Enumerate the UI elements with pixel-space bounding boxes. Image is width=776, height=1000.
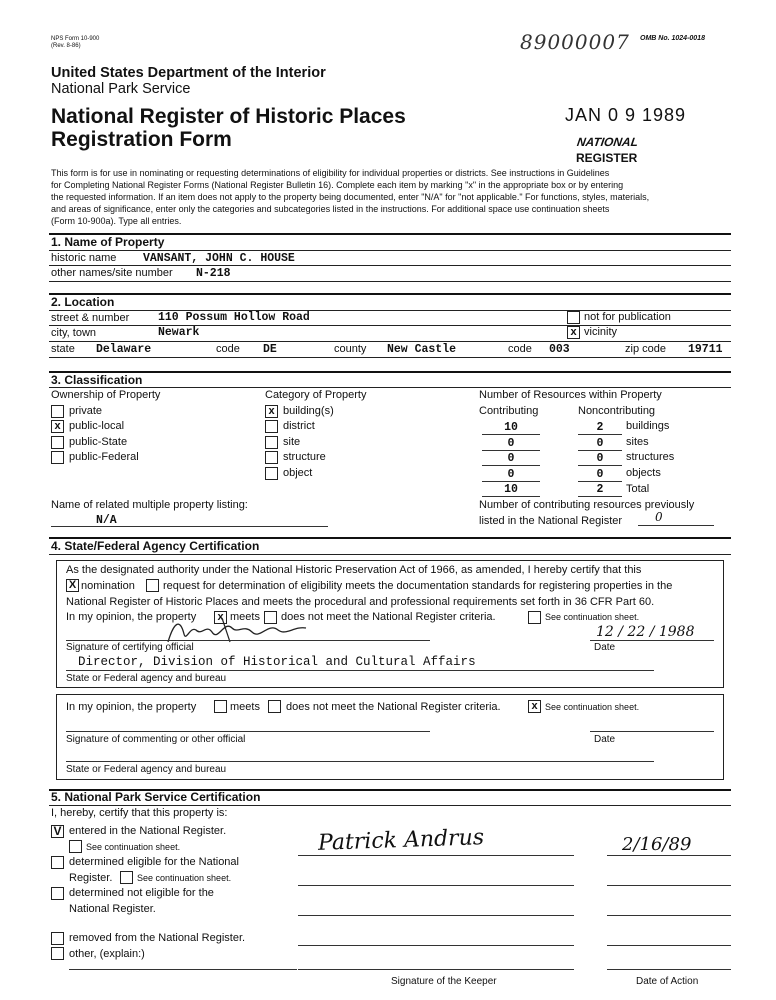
section-2-heading: 2. Location bbox=[51, 295, 115, 309]
signature-label: Signature of certifying official bbox=[66, 642, 194, 653]
request-text: request for determination of eligibility meets the documentation standards for registering properties in the bbox=[163, 580, 673, 592]
noncontributing-sites[interactable]: 0 bbox=[596, 437, 604, 450]
section-divider bbox=[49, 293, 731, 295]
page-title: National Register of Historic Places bbox=[51, 105, 406, 128]
zip-label: zip code bbox=[625, 343, 666, 355]
opinion2-text: In my opinion, the property bbox=[66, 701, 197, 713]
contributing-label: Contributing bbox=[479, 405, 539, 417]
section-4-heading: 4. State/Federal Agency Certification bbox=[51, 539, 260, 553]
contributing-structures[interactable]: 0 bbox=[507, 452, 515, 465]
divider bbox=[49, 325, 731, 326]
date-of-action-label: Date of Action bbox=[636, 976, 699, 987]
meets-label: meets bbox=[230, 611, 260, 623]
section-1-heading: 1. Name of Property bbox=[51, 235, 165, 249]
continuation-sheet-label: See continuation sheet. bbox=[545, 612, 640, 622]
underline bbox=[482, 450, 540, 451]
other-names-value[interactable]: N-218 bbox=[196, 267, 231, 280]
instructions-line-2: for Completing National Register Forms (National Register Bulletin 16). Complete each item by marking "x" in the appropriate box or by entering bbox=[51, 180, 624, 190]
certification-date-value[interactable]: 12 / 22 / 1988 bbox=[596, 624, 695, 640]
multiple-listing-value[interactable]: N/A bbox=[96, 514, 117, 527]
category-heading: Category of Property bbox=[265, 389, 367, 401]
underline bbox=[578, 465, 622, 466]
continuation-sheet2-label: See continuation sheet. bbox=[545, 702, 640, 712]
vicinity-label: vicinity bbox=[584, 326, 618, 338]
underline bbox=[66, 731, 430, 732]
page-subtitle: Registration Form bbox=[51, 128, 232, 151]
received-stamp-line1: NATIONAL bbox=[576, 135, 640, 149]
previously-listed-value[interactable]: 0 bbox=[655, 510, 663, 524]
previously-listed-label-1: Number of contributing resources previously bbox=[479, 499, 695, 511]
removed-label: removed from the National Register. bbox=[69, 932, 246, 944]
date2-label: Date bbox=[594, 734, 616, 745]
category-district-checkbox[interactable] bbox=[265, 420, 278, 433]
date-label: Date bbox=[594, 642, 616, 653]
continuation-sheet-checkbox[interactable] bbox=[528, 611, 541, 624]
noncontributing-structures[interactable]: 0 bbox=[596, 452, 604, 465]
section-divider bbox=[49, 371, 731, 373]
agency-label: State or Federal agency and bureau bbox=[66, 673, 227, 684]
underline bbox=[66, 670, 654, 671]
not-for-publication-checkbox[interactable] bbox=[567, 311, 580, 324]
resources-heading: Number of Resources within Property bbox=[479, 389, 662, 401]
entered-continuation-checkbox[interactable] bbox=[69, 840, 82, 853]
city-label: city, town bbox=[51, 327, 97, 339]
received-stamp-date: JAN 0 9 1989 bbox=[565, 105, 687, 125]
ownership-public-federal-label: public-Federal bbox=[69, 451, 139, 463]
not-eligible-checkbox[interactable] bbox=[51, 887, 64, 900]
other-checkbox[interactable] bbox=[51, 947, 64, 960]
divider bbox=[49, 357, 731, 358]
underline bbox=[607, 915, 731, 916]
underline bbox=[578, 481, 622, 482]
keeper-signature[interactable]: Patrick Andrus bbox=[317, 825, 485, 856]
underline bbox=[298, 969, 574, 970]
noncontributing-total[interactable]: 2 bbox=[596, 483, 604, 496]
divider bbox=[49, 554, 731, 555]
underline bbox=[66, 640, 430, 641]
underline bbox=[51, 526, 328, 527]
resource-label-objects: objects bbox=[626, 467, 661, 479]
zip-value[interactable]: 19711 bbox=[688, 343, 723, 356]
instructions-line-3: the requested information. If an item does not apply to the property being documented, enter "N/A" for "not applicable." For functions, styles, materials, bbox=[51, 192, 650, 202]
noncontributing-buildings[interactable]: 2 bbox=[596, 421, 604, 434]
underline bbox=[482, 481, 540, 482]
underline bbox=[69, 969, 297, 970]
eligible-continuation-label: See continuation sheet. bbox=[137, 873, 232, 883]
street-value[interactable]: 110 Possum Hollow Road bbox=[158, 311, 310, 324]
removed-checkbox[interactable] bbox=[51, 932, 64, 945]
ownership-private-checkbox[interactable] bbox=[51, 405, 64, 418]
previously-listed-label-2: listed in the National Register bbox=[479, 515, 623, 527]
historic-name-label: historic name bbox=[51, 252, 117, 264]
not-eligible-label-1: determined not eligible for the bbox=[69, 887, 214, 899]
determined-eligible-checkbox[interactable] bbox=[51, 856, 64, 869]
underline bbox=[482, 496, 540, 497]
ownership-public-federal-checkbox[interactable] bbox=[51, 451, 64, 464]
entered-checkbox[interactable]: V bbox=[51, 825, 64, 838]
ownership-public-state-checkbox[interactable] bbox=[51, 436, 64, 449]
eligible-continuation-checkbox[interactable] bbox=[120, 871, 133, 884]
certification-text-line-1: As the designated authority under the National Historic Preservation Act of 1966, as amended, I hereby certify that this bbox=[66, 564, 642, 576]
resource-label-structures: structures bbox=[626, 451, 675, 463]
city-value[interactable]: Newark bbox=[158, 326, 200, 339]
underline bbox=[607, 855, 731, 856]
not-eligible-label-2: National Register. bbox=[69, 903, 156, 915]
reference-number: 89000007 bbox=[520, 30, 630, 54]
multiple-listing-label: Name of related multiple property listing: bbox=[51, 499, 248, 511]
category-structure-label: structure bbox=[283, 451, 326, 463]
category-building-label: building(s) bbox=[283, 405, 334, 417]
nomination-label: nomination bbox=[81, 580, 135, 592]
section-3-heading: 3. Classification bbox=[51, 373, 143, 387]
underline bbox=[298, 885, 574, 886]
category-district-label: district bbox=[283, 420, 315, 432]
divider bbox=[49, 805, 731, 806]
instructions-line-1: This form is for use in nominating or requesting determinations of eligibility for individual properties or districts. See instructions in Guidelines bbox=[51, 168, 610, 178]
state-code-value[interactable]: DE bbox=[263, 343, 277, 356]
request-checkbox[interactable] bbox=[146, 579, 159, 592]
noncontributing-objects[interactable]: 0 bbox=[596, 468, 604, 481]
underline bbox=[638, 525, 714, 526]
category-object-checkbox[interactable] bbox=[265, 467, 278, 480]
signature2-label: Signature of commenting or other official bbox=[66, 734, 246, 745]
historic-name-value[interactable]: VANSANT, JOHN C. HOUSE bbox=[143, 252, 295, 265]
state-code-label: code bbox=[216, 343, 240, 355]
underline bbox=[578, 496, 622, 497]
underline bbox=[590, 731, 714, 732]
underline bbox=[298, 855, 574, 856]
noncontributing-label: Noncontributing bbox=[578, 405, 656, 417]
entered-label: entered in the National Register. bbox=[69, 825, 227, 837]
ownership-public-local-label: public-local bbox=[69, 420, 125, 432]
category-site-label: site bbox=[283, 436, 301, 448]
underline bbox=[482, 434, 540, 435]
department-name: United States Department of the Interior bbox=[51, 65, 326, 81]
underline bbox=[607, 945, 731, 946]
contributing-objects[interactable]: 0 bbox=[507, 468, 515, 481]
category-building-checkbox[interactable]: x bbox=[265, 405, 278, 418]
underline bbox=[66, 761, 654, 762]
meets-checkbox[interactable]: x bbox=[214, 611, 227, 624]
underline bbox=[578, 450, 622, 451]
instructions-line-4: and areas of significance, enter only the categories and subcategories listed in the instructions. For additional space use continuation sheets bbox=[51, 204, 610, 214]
section-5-heading: 5. National Park Service Certification bbox=[51, 790, 261, 804]
form-number: NPS Form 10-900 bbox=[51, 36, 100, 42]
underline bbox=[298, 945, 574, 946]
category-structure-checkbox[interactable] bbox=[265, 451, 278, 464]
ownership-public-local-checkbox[interactable]: x bbox=[51, 420, 64, 433]
resource-label-total: Total bbox=[626, 483, 650, 495]
does-not-meet-text: does not meet the National Register criteria. bbox=[281, 611, 496, 623]
contributing-sites[interactable]: 0 bbox=[507, 437, 515, 450]
underline bbox=[590, 640, 714, 641]
omb-number: OMB No. 1024-0018 bbox=[640, 35, 705, 42]
divider bbox=[49, 265, 731, 266]
underline bbox=[607, 885, 731, 886]
determined-eligible-label-1: determined eligible for the National bbox=[69, 856, 239, 868]
nomination-checkbox[interactable]: X bbox=[66, 579, 79, 592]
contributing-buildings[interactable]: 10 bbox=[504, 421, 518, 434]
agency2-label: State or Federal agency and bureau bbox=[66, 764, 227, 775]
county-value[interactable]: New Castle bbox=[387, 343, 457, 356]
vicinity-checkbox[interactable]: x bbox=[567, 326, 580, 339]
divider bbox=[49, 281, 731, 282]
divider bbox=[49, 387, 731, 388]
street-label: street & number bbox=[51, 312, 130, 324]
resource-label-buildings: buildings bbox=[626, 420, 670, 432]
underline bbox=[298, 915, 574, 916]
resource-label-sites: sites bbox=[626, 436, 649, 448]
opinion-text: In my opinion, the property bbox=[66, 611, 197, 623]
date-of-action-value[interactable]: 2/16/89 bbox=[622, 834, 692, 855]
underline bbox=[482, 465, 540, 466]
not-for-publication-label: not for publication bbox=[584, 311, 671, 323]
category-site-checkbox[interactable] bbox=[265, 436, 278, 449]
service-name: National Park Service bbox=[51, 81, 191, 97]
county-code-label: code bbox=[508, 343, 532, 355]
certification-text-line-3: National Register of Historic Places and meets the procedural and professional requirements set forth in 36 CFR Part 60. bbox=[66, 596, 655, 608]
meets2-checkbox[interactable] bbox=[214, 700, 227, 713]
ownership-heading: Ownership of Property bbox=[51, 389, 161, 401]
divider bbox=[49, 250, 731, 251]
category-object-label: object bbox=[283, 467, 313, 479]
received-stamp-line2: REGISTER bbox=[576, 151, 638, 165]
nps-intro-text: I, hereby, certify that this property is: bbox=[51, 807, 228, 819]
ownership-private-label: private bbox=[69, 405, 103, 417]
entered-continuation-label: See continuation sheet. bbox=[86, 842, 181, 852]
state-value[interactable]: Delaware bbox=[96, 343, 152, 356]
divider bbox=[49, 341, 731, 342]
does-not-meet2-text: does not meet the National Register criteria. bbox=[286, 701, 501, 713]
does-not-meet2-checkbox[interactable] bbox=[268, 700, 281, 713]
underline bbox=[578, 434, 622, 435]
other-names-label: other names/site number bbox=[51, 267, 173, 279]
keeper-signature-label: Signature of the Keeper bbox=[391, 976, 497, 987]
ownership-public-state-label: public-State bbox=[69, 436, 128, 448]
county-code-value[interactable]: 003 bbox=[549, 343, 570, 356]
underline bbox=[607, 969, 731, 970]
continuation-sheet2-checkbox[interactable]: x bbox=[528, 700, 541, 713]
instructions-line-5: (Form 10-900a). Type all entries. bbox=[51, 216, 182, 226]
county-label: county bbox=[334, 343, 367, 355]
determined-eligible-label-2: Register. bbox=[69, 872, 113, 884]
state-label: state bbox=[51, 343, 75, 355]
form-revision: (Rev. 8-86) bbox=[51, 43, 81, 49]
contributing-total[interactable]: 10 bbox=[504, 483, 518, 496]
official-title-value[interactable]: Director, Division of Historical and Cultural Affairs bbox=[78, 655, 476, 669]
meets2-label: meets bbox=[230, 701, 260, 713]
other-label: other, (explain:) bbox=[69, 948, 145, 960]
